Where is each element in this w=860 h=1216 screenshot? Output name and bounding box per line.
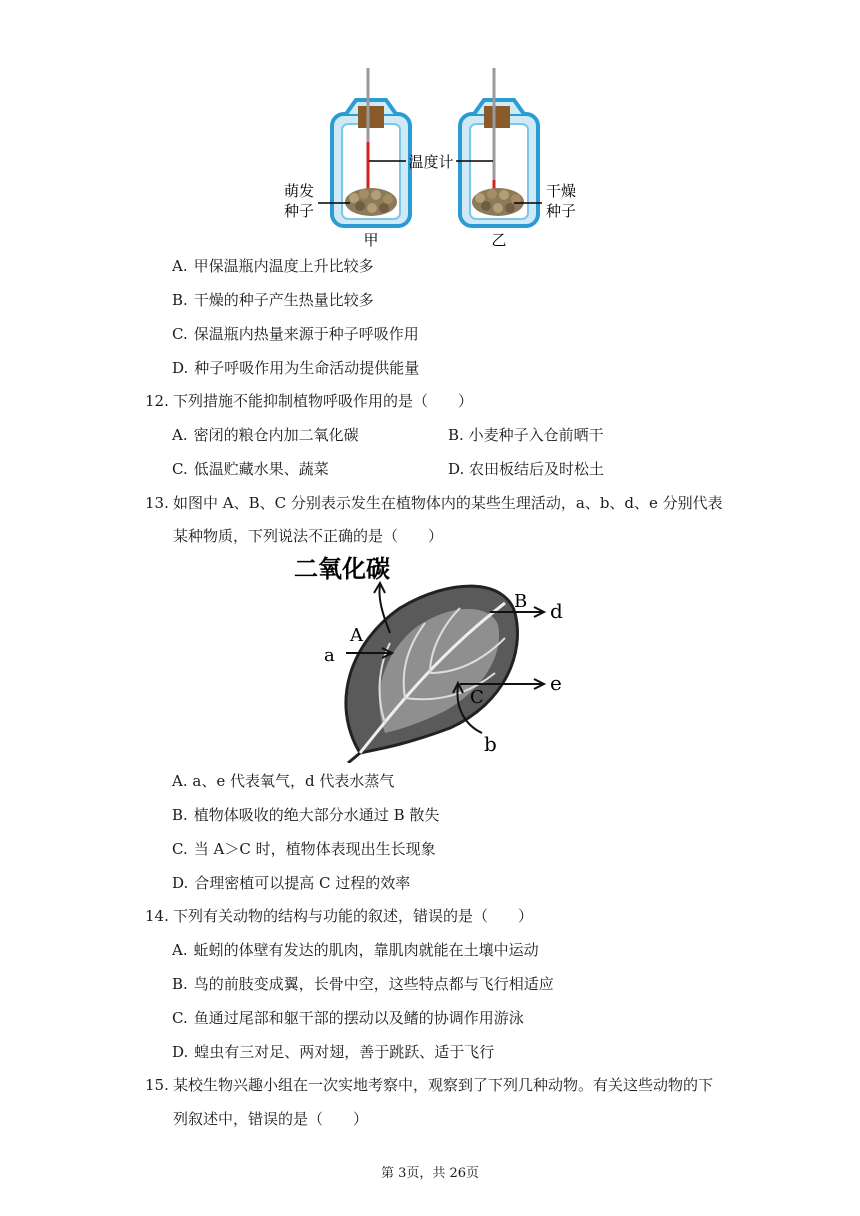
q14-option-a: A. 蚯蚓的体壁有发达的肌肉，靠肌肉就能在土壤中运动 <box>172 941 539 959</box>
q13-option-d: D. 合理密植可以提高 C 过程的效率 <box>172 874 411 892</box>
q14-stem: 14. 下列有关动物的结构与功能的叙述，错误的是（ ） <box>145 907 534 925</box>
q12-option-b: B. 小麦种子入仓前晒干 <box>448 426 604 444</box>
leaf-diagram <box>290 553 580 763</box>
label-A: A <box>350 625 363 646</box>
dry-seeds-label-1: 干燥 <box>546 182 577 200</box>
thermometer-label: 温度计 <box>408 153 454 171</box>
q12-stem: 12. 下列措施不能抑制植物呼吸作用的是（ ） <box>145 392 474 410</box>
q12-option-d: D. 农田板结后及时松土 <box>448 460 605 478</box>
q14-option-c: C. 鱼通过尾部和躯干部的摆动以及鳍的协调作用游泳 <box>172 1009 524 1027</box>
q11-option-b: B. 干燥的种子产生热量比较多 <box>172 291 374 309</box>
q13-stem-line2: 某种物质，下列说法不正确的是（ ） <box>173 527 444 545</box>
left-jar-label: 甲 <box>363 231 379 249</box>
q13-stem-line1: 13. 如图中 A、B、C 分别表示发生在植物体内的某些生理活动，a、b、d、e 分别代表 <box>145 494 723 512</box>
sprouting-seeds-label-2: 种子 <box>284 202 315 220</box>
label-e: e <box>550 671 562 695</box>
q13-option-a: A. a、e 代表氧气，d 代表水蒸气 <box>172 772 395 790</box>
label-a: a <box>324 645 335 666</box>
co2-label: 二氧化碳 <box>294 554 390 583</box>
page-footer: 第 3页，共 26页 <box>380 1166 480 1181</box>
q11-option-c: C. 保温瓶内热量来源于种子呼吸作用 <box>172 325 419 343</box>
label-d: d <box>550 599 563 623</box>
q14-option-b: B. 鸟的前肢变成翼，长骨中空，这些特点都与飞行相适应 <box>172 975 554 993</box>
dry-seeds-label-2: 种子 <box>546 202 577 220</box>
sprouting-seeds-label-1: 萌发 <box>284 182 315 200</box>
label-C: C <box>470 687 484 708</box>
right-jar-label: 乙 <box>491 231 507 249</box>
q13-option-b: B. 植物体吸收的绝大部分水通过 B 散失 <box>172 806 440 824</box>
q15-stem-line1: 15. 某校生物兴趣小组在一次实地考察中，观察到了下列几种动物。有关这些动物的下 <box>145 1076 714 1094</box>
q15-stem-line2: 列叙述中，错误的是（ ） <box>173 1110 369 1128</box>
q11-option-a: A. 甲保温瓶内温度上升比较多 <box>172 257 374 275</box>
q12-option-a: A. 密闭的粮仓内加二氧化碳 <box>172 426 359 444</box>
q12-option-c: C. 低温贮藏水果、蔬菜 <box>172 460 329 478</box>
label-B: B <box>514 591 528 612</box>
q13-option-c: C. 当 A＞C 时，植物体表现出生长现象 <box>172 840 436 858</box>
q14-option-d: D. 蝗虫有三对足、两对翅，善于跳跃、适于飞行 <box>172 1043 495 1061</box>
label-b: b <box>484 732 497 756</box>
q11-option-d: D. 种子呼吸作用为生命活动提供能量 <box>172 359 420 377</box>
thermos-experiment-figure <box>280 62 590 252</box>
